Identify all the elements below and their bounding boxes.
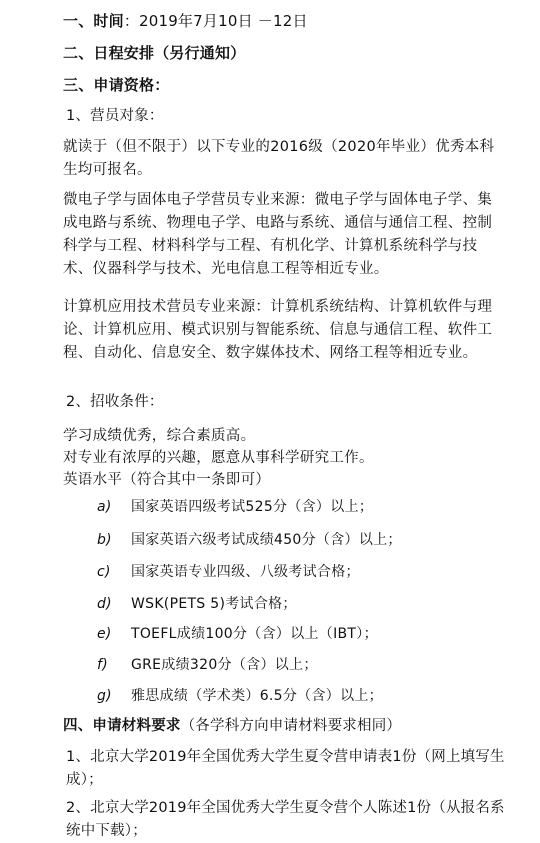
english-option-f <box>97 655 318 675</box>
section-one-heading <box>63 11 308 31</box>
section-three-heading: 三、申请资格： <box>63 76 170 94</box>
section-four-heading <box>63 716 401 736</box>
requirements-list <box>63 425 501 491</box>
english-option-a <box>97 497 373 517</box>
section-four-label: 四、 <box>63 718 93 734</box>
option-text: GRE成绩320分（含）以上； <box>131 657 318 673</box>
english-option-b <box>97 530 402 550</box>
option-label: e) <box>97 626 112 642</box>
cs-sources-paragraph: 计算机应用技术营员专业来源：计算机系统结构、计算机软件与理论、计算机应用、模式识别与智能系统、信息与通信工程、软件工程、自动化、信息安全、数字媒体技术、网络工程等相近专业。 <box>63 299 493 361</box>
section-four-note: （各学科方向申请材料要求相同） <box>180 718 402 734</box>
option-label: a) <box>97 499 112 515</box>
option-text: 国家英语四级考试525分（含）以上； <box>131 499 374 515</box>
english-option-e <box>97 624 378 644</box>
requirement-grades: 学习成绩优秀，综合素质高。 <box>63 428 256 444</box>
option-label: g) <box>97 688 112 704</box>
option-text: TOEFL成绩100分（含）以上（IBT）； <box>131 626 378 642</box>
camp-targets-intro: 就读于（但不限于）以下专业的2016级（2020年毕业）优秀本科生均可报名。 <box>63 139 495 178</box>
material-item-1: 1、北京大学2019年全国优秀大学生夏令营申请表1份（网上填写生成）； <box>66 749 505 788</box>
english-option-d <box>97 594 297 614</box>
english-option-c <box>97 562 360 582</box>
material-item-2: 2、北京大学2019年全国优秀大学生夏令营个人陈述1份（从报名系统中下载）； <box>66 800 505 839</box>
requirement-interest: 对专业有浓厚的兴趣，愿意从事科学研究工作。 <box>63 450 374 466</box>
option-text: 雅思成绩（学术类）6.5分（含）以上； <box>131 688 383 704</box>
option-label: f) <box>97 657 108 673</box>
option-label: b) <box>97 532 112 548</box>
micro-sources-paragraph: 微电子学与固体电子学营员专业来源：微电子学与固体电子学、集成电路与系统、物理电子学、电路与系统、通信与通信工程、控制科学与工程、材料科学与工程、有机化学、计算机系统科学与技术、仪器科学与技术、光电信息工程等相近专业。 <box>63 192 493 277</box>
camp-targets-heading: 1、营员对象： <box>66 108 164 124</box>
requirement-english: 英语水平（符合其中一条即可） <box>63 472 271 488</box>
english-option-g <box>97 686 383 706</box>
option-label: d) <box>97 596 112 612</box>
section-two-heading: 二、日程安排（另行通知） <box>63 44 246 62</box>
requirements-heading: 2、招收条件： <box>66 394 164 410</box>
section-four-title: 申请材料要求 <box>92 718 181 734</box>
option-label: c) <box>97 564 111 580</box>
option-text: WSK(PETS 5)考试合格； <box>131 596 297 612</box>
section-one-label: 一、时间 <box>63 12 124 30</box>
option-text: 国家英语六级考试成绩450分（含）以上； <box>131 532 402 548</box>
section-one-value: ：2019年7月10日 －12日 <box>123 12 308 30</box>
option-text: 国家英语专业四级、八级考试合格； <box>131 564 360 580</box>
